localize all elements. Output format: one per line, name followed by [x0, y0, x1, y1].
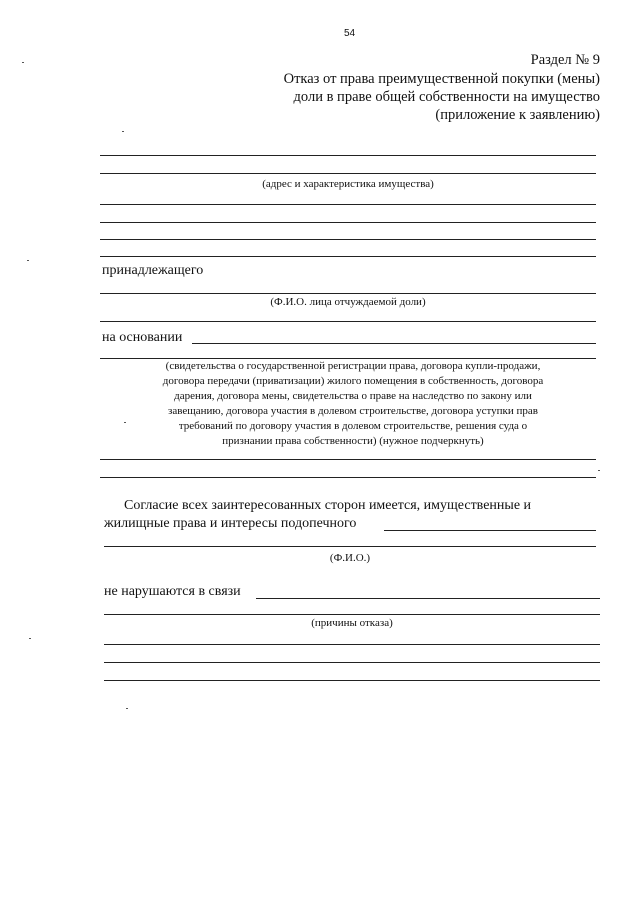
- basis-line-3[interactable]: [100, 459, 596, 460]
- basis-caption: [100, 359, 606, 449]
- reason-line-4[interactable]: [104, 662, 600, 663]
- property-line-6[interactable]: [100, 256, 596, 257]
- ward-name-line-2[interactable]: [104, 546, 596, 547]
- basis-line-4[interactable]: [100, 477, 596, 478]
- basis-caption-line: признании права собственности) (нужное подчеркнуть): [222, 435, 484, 447]
- reason-caption: (причины отказа): [311, 617, 393, 629]
- basis-caption-line: (свидетельства о государственной регистрации права, договора купли-продажи,: [165, 360, 541, 372]
- owner-line[interactable]: [100, 293, 596, 294]
- property-line-4[interactable]: [100, 222, 596, 223]
- property-line-3[interactable]: [100, 204, 596, 205]
- violation-label: не нарушаются в связи: [104, 584, 241, 599]
- document-title-line-2: доли в праве общей собственности на имущество: [293, 89, 600, 105]
- owner-label: принадлежащего: [102, 263, 204, 278]
- scan-speck: [27, 260, 29, 261]
- basis-caption-line: дарения, договора мены, свидетельства о праве на наследство по закону или: [174, 390, 532, 402]
- reason-line-5[interactable]: [104, 680, 600, 681]
- property-caption: (адрес и характеристика имущества): [262, 178, 434, 190]
- owner-line-2[interactable]: [100, 321, 596, 322]
- basis-caption-line: договора передачи (приватизации) жилого помещения в собственность, договора: [162, 375, 544, 387]
- property-line-1[interactable]: [100, 155, 596, 156]
- property-line-5[interactable]: [100, 239, 596, 240]
- basis-label: на основании: [102, 330, 183, 345]
- scan-speck: [124, 422, 126, 423]
- owner-caption: (Ф.И.О. лица отчуждаемой доли): [270, 296, 426, 308]
- reason-line-3[interactable]: [104, 644, 600, 645]
- ward-caption: (Ф.И.О.): [329, 552, 371, 564]
- scan-speck: [29, 638, 31, 639]
- section-number: Раздел № 9: [530, 52, 600, 68]
- reason-line-2[interactable]: [104, 614, 600, 615]
- document-title-line-1: Отказ от права преимущественной покупки (мены): [283, 71, 600, 87]
- page-number: 54: [344, 28, 356, 39]
- scan-speck: [122, 131, 124, 132]
- basis-line[interactable]: [192, 343, 596, 344]
- consent-text-line-1: Согласие всех заинтересованных сторон имеется, имущественные и: [124, 498, 532, 513]
- consent-text-line-2: жилищные права и интересы подопечного: [104, 516, 357, 531]
- scan-speck: [598, 470, 600, 471]
- reason-line[interactable]: [256, 598, 600, 599]
- basis-caption-line: требований по договору участия в долевом строительстве, решения суда о: [178, 420, 528, 432]
- ward-name-line[interactable]: [384, 530, 596, 531]
- document-title-line-3: (приложение к заявлению): [435, 107, 600, 123]
- scan-speck: [126, 708, 128, 709]
- basis-caption-line: завещанию, договора участия в долевом строительстве, договора уступки прав: [168, 405, 538, 417]
- scan-speck: [22, 62, 24, 63]
- property-line-2[interactable]: [100, 173, 596, 174]
